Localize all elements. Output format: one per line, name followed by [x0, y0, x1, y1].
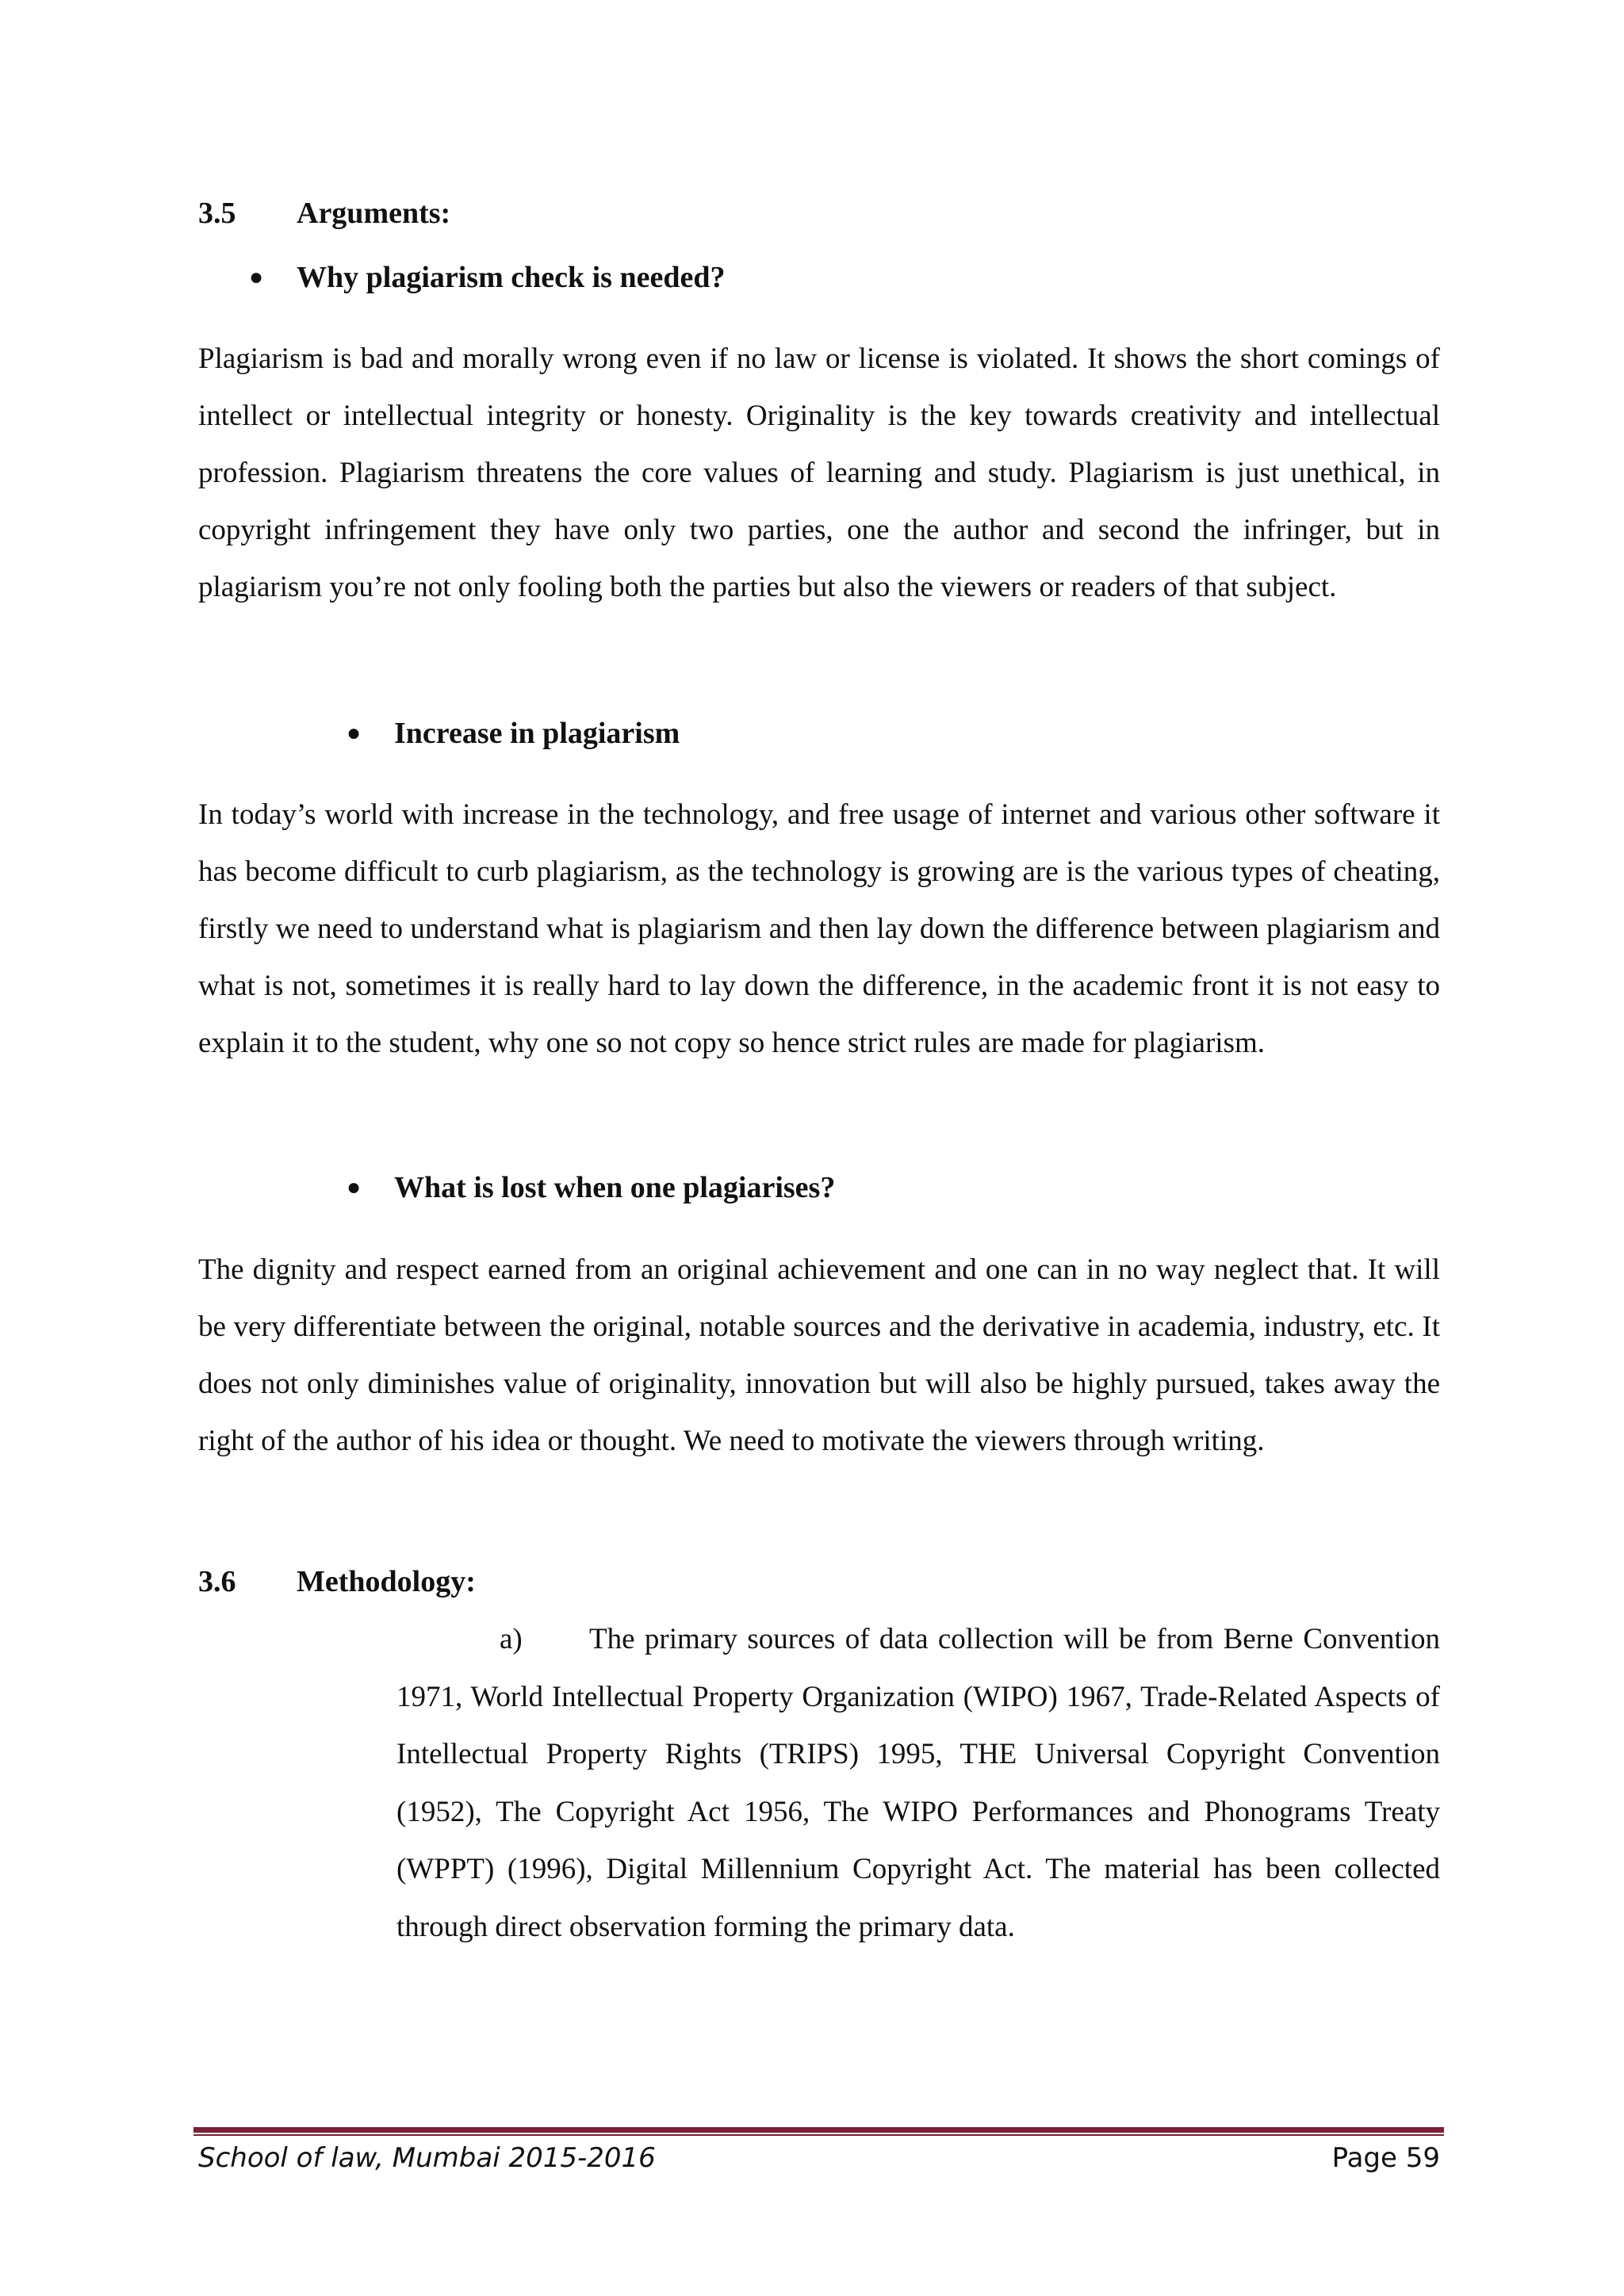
bullet-heading-increase-in-plagiarism: [347, 714, 680, 753]
paragraph-why-plagiarism-check: Plagiarism is bad and morally wrong even if no law or license is violated. It shows the short comings of intellect or intellectual integrity or honesty. Originality is the key towards creativity and intellectual profession. Plagiarism threatens the core values of learning and study. Plagiarism is just unethical, in copyright infringement they have only two parties, one the author and second the infringer, but in plagiarism you’re not only fooling both the parties but also the viewers or readers of that subject.: [198, 342, 1440, 603]
bullet-title: Why plagiarism check is needed?: [297, 261, 726, 294]
methodology-item-label: a): [500, 1623, 523, 1655]
bullet-icon: ●: [347, 720, 362, 746]
bullet-icon: ●: [347, 1174, 362, 1200]
methodology-item-text: The primary sources of data collection will be from Berne Convention 1971, World Intellectual Property Organization (WIPO) 1967, Trade-Related Aspects of Intellectual Property Rights (TRIPS) 1995, THE Universal Copyright Convention (1952), The Copyright Act 1956, The WIPO Performances and Phonograms Treaty (WPPT) (1996), Digital Millennium Copyright Act. The material has been collected through direct observation forming the primary data.: [396, 1623, 1440, 1943]
section-title: Methodology:: [297, 1565, 476, 1598]
footer-divider-thick: [193, 2127, 1444, 2133]
paragraph-what-is-lost: The dignity and respect earned from an original achievement and one can in no way neglect that. It will be very differentiate between the original, notable sources and the derivative in academia, industry, etc. It does not only diminishes value of originality, innovation but will also be highly pursued, takes away the right of the author of his idea or thought. We need to motivate the viewers through writing.: [198, 1253, 1440, 1457]
section-title: Arguments:: [297, 197, 451, 230]
section-number: 3.6: [198, 1565, 236, 1598]
section-number: 3.5: [198, 197, 236, 230]
footer-page-number: Page 59: [1331, 2142, 1440, 2174]
paragraph-increase-in-plagiarism: In today’s world with increase in the technology, and free usage of internet and various other software it has become difficult to curb plagiarism, as the technology is growing are is the various types of cheating, firstly we need to understand what is plagiarism and then lay down the difference between plagiarism and what is not, sometimes it is really hard to lay down the difference, in the academic front it is not easy to explain it to the student, why one so not copy so hence strict rules are made for plagiarism.: [198, 798, 1440, 1059]
bullet-heading-why-plagiarism-check: [249, 258, 725, 297]
bullet-heading-what-is-lost: [347, 1168, 835, 1207]
section-heading-arguments: [198, 193, 450, 233]
section-heading-methodology: [198, 1562, 476, 1601]
footer-divider-thin: [193, 2134, 1444, 2136]
bullet-title: What is lost when one plagiarises?: [394, 1171, 836, 1204]
methodology-item-a: [396, 1611, 1440, 1956]
footer-divider: [193, 2127, 1444, 2137]
footer-school-name: School of law, Mumbai 2015-2016: [198, 2142, 656, 2174]
bullet-title: Increase in plagiarism: [394, 717, 680, 750]
bullet-icon: ●: [249, 264, 264, 290]
